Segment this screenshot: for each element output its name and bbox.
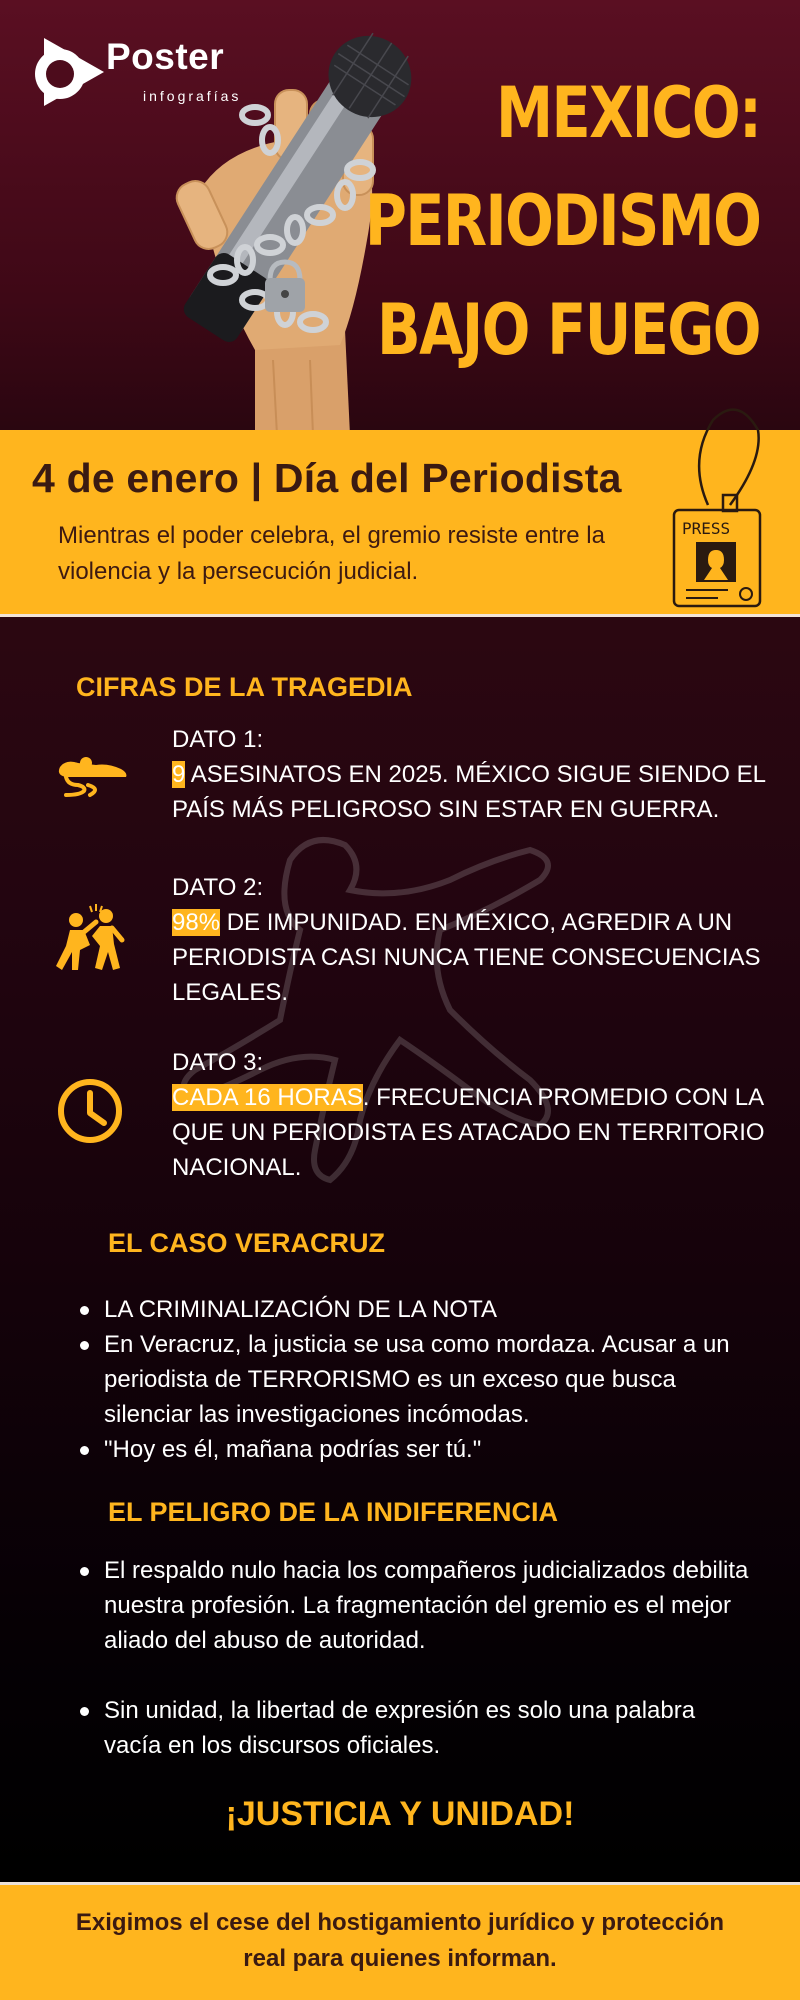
- footer-banner: [0, 1882, 800, 2000]
- stat-3-highlight: CADA 16 HORAS: [172, 1084, 363, 1111]
- stats-heading: CIFRAS DE LA TRAGEDIA: [76, 672, 413, 702]
- indifference-item-1: El respaldo nulo hacia los compañeros judicializados debilita nuestra profesión. La fragmentación del gremio es el mejor aliado del abuso de autoridad.: [78, 1553, 758, 1658]
- footer-text: Exigimos el cese del hostigamiento jurídico y protección real para quienes informan.: [75, 1909, 725, 1972]
- indifference-heading: EL PELIGRO DE LA INDIFERENCIA: [108, 1497, 559, 1527]
- victim-icon: [46, 745, 136, 825]
- veracruz-item-2: En Veracruz, la justicia se usa como mordaza. Acusar a un periodista de TERRORISMO es un exceso que busca silenciar las investigaciones incómodas.: [78, 1327, 758, 1432]
- brand-name: Poster: [106, 36, 225, 77]
- press-badge-icon: [668, 400, 778, 610]
- veracruz-heading: EL CASO VERACRUZ: [108, 1228, 386, 1258]
- main-title-line-3: BAJO FUEGO: [377, 289, 760, 371]
- brand-subtitle: infografías: [143, 88, 242, 104]
- stat-2-text: DE IMPUNIDAD. EN MÉXICO, AGREDIR A UN PERIODISTA CASI NUNCA TIENE CONSECUENCIAS LEGALES.: [172, 909, 761, 1006]
- header: [0, 0, 800, 430]
- veracruz-item-1: LA CRIMINALIZACIÓN DE LA NOTA: [78, 1292, 758, 1327]
- fight-icon: [50, 900, 140, 980]
- stat-1-label: DATO 1:: [172, 726, 264, 753]
- main-title-line-1: MEXICO:: [495, 72, 760, 154]
- stat-2-highlight: 98%: [172, 909, 221, 936]
- press-badge-label: PRESS: [682, 519, 731, 538]
- stat-item-1: [172, 722, 772, 827]
- veracruz-item-3: "Hoy es él, mañana podrías ser tú.": [78, 1432, 758, 1467]
- date-banner: [0, 430, 800, 617]
- main-title-line-2: PERIODISMO: [364, 180, 760, 262]
- stat-3-text: . FRECUENCIA PROMEDIO CON LA QUE UN PERIODISTA ES ATACADO EN TERRITORIO NACIONAL.: [172, 1084, 765, 1181]
- indifference-list: [78, 1553, 758, 1763]
- stat-1-text: ASESINATOS EN 2025. MÉXICO SIGUE SIENDO EL PAÍS MÁS PELIGROSO SIN ESTAR EN GUERRA.: [172, 761, 766, 823]
- banner-text: Mientras el poder celebra, el gremio resiste entre la violencia y la persecución judicial.: [58, 522, 605, 585]
- stat-2-label: DATO 2:: [172, 874, 264, 901]
- clock-icon: [52, 1075, 142, 1155]
- stat-1-highlight: 9: [172, 761, 186, 788]
- banner-title: 4 de enero | Día del Periodista: [32, 455, 622, 501]
- brand-logo: [30, 34, 270, 114]
- veracruz-list: [78, 1292, 758, 1467]
- call-to-action: ¡JUSTICIA Y UNIDAD!: [225, 1795, 575, 1833]
- play-logo-icon: [30, 34, 108, 110]
- stat-3-label: DATO 3:: [172, 1049, 264, 1076]
- stat-item-3: [172, 1045, 772, 1185]
- stat-item-2: [172, 870, 772, 1010]
- indifference-item-2: Sin unidad, la libertad de expresión es solo una palabra vacía en los discursos oficiales.: [78, 1693, 758, 1763]
